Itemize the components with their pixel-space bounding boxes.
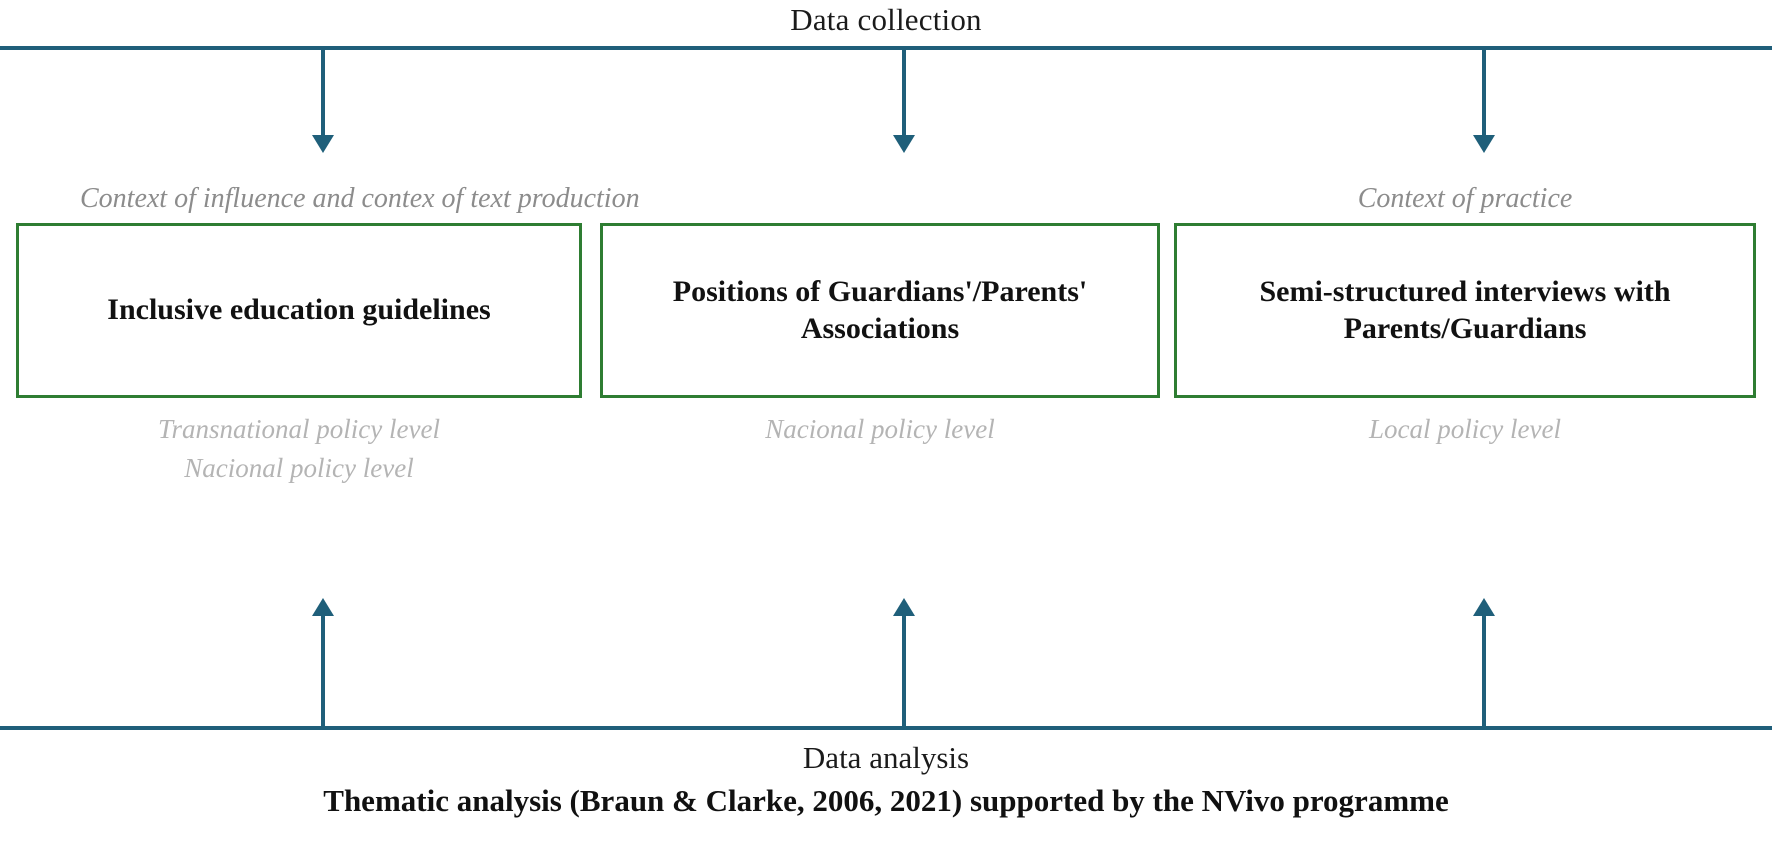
levels-col1-line1: Transnational policy level bbox=[158, 414, 440, 444]
arrow-down-col3-head bbox=[1473, 135, 1495, 153]
top-divider-line bbox=[0, 46, 1772, 50]
box-inclusive-education-guidelines: Inclusive education guidelines bbox=[16, 223, 582, 398]
arrow-down-col1 bbox=[321, 50, 325, 138]
levels-col3-line1: Local policy level bbox=[1369, 414, 1561, 444]
levels-col2 bbox=[600, 410, 1160, 449]
context-influence-text-production-label: Context of influence and contex of text production bbox=[80, 183, 640, 214]
levels-col1 bbox=[16, 410, 582, 488]
context-placeholder-col1 bbox=[16, 175, 582, 223]
arrow-up-col3 bbox=[1482, 612, 1486, 726]
arrow-down-col2 bbox=[902, 50, 906, 138]
box-semi-structured-interviews: Semi-structured interviews with Parents/Guardians bbox=[1174, 223, 1756, 398]
data-analysis-title: Data analysis bbox=[802, 740, 970, 775]
arrow-up-col2 bbox=[902, 612, 906, 726]
arrow-down-col1-head bbox=[312, 135, 334, 153]
column-local bbox=[1174, 175, 1756, 449]
column-national bbox=[600, 175, 1160, 449]
arrow-up-col3-head bbox=[1473, 598, 1495, 616]
data-analysis-subtitle: Thematic analysis (Braun & Clarke, 2006, 2021) supported by the NVivo programme bbox=[323, 783, 1449, 818]
column-transnational bbox=[16, 175, 582, 488]
levels-col2-line1: Nacional policy level bbox=[765, 414, 995, 444]
levels-col1-line2: Nacional policy level bbox=[184, 453, 414, 484]
arrow-down-col3 bbox=[1482, 50, 1486, 138]
arrow-down-col2-head bbox=[893, 135, 915, 153]
context-practice-label: Context of practice bbox=[1357, 183, 1573, 214]
arrow-up-col1-head bbox=[312, 598, 334, 616]
box-positions-of-associations: Positions of Guardians'/Parents' Associations bbox=[600, 223, 1160, 398]
bottom-divider-line bbox=[0, 726, 1772, 730]
levels-col3 bbox=[1174, 410, 1756, 449]
arrow-up-col1 bbox=[321, 612, 325, 726]
data-collection-title: Data collection bbox=[790, 2, 982, 37]
arrow-up-col2-head bbox=[893, 598, 915, 616]
